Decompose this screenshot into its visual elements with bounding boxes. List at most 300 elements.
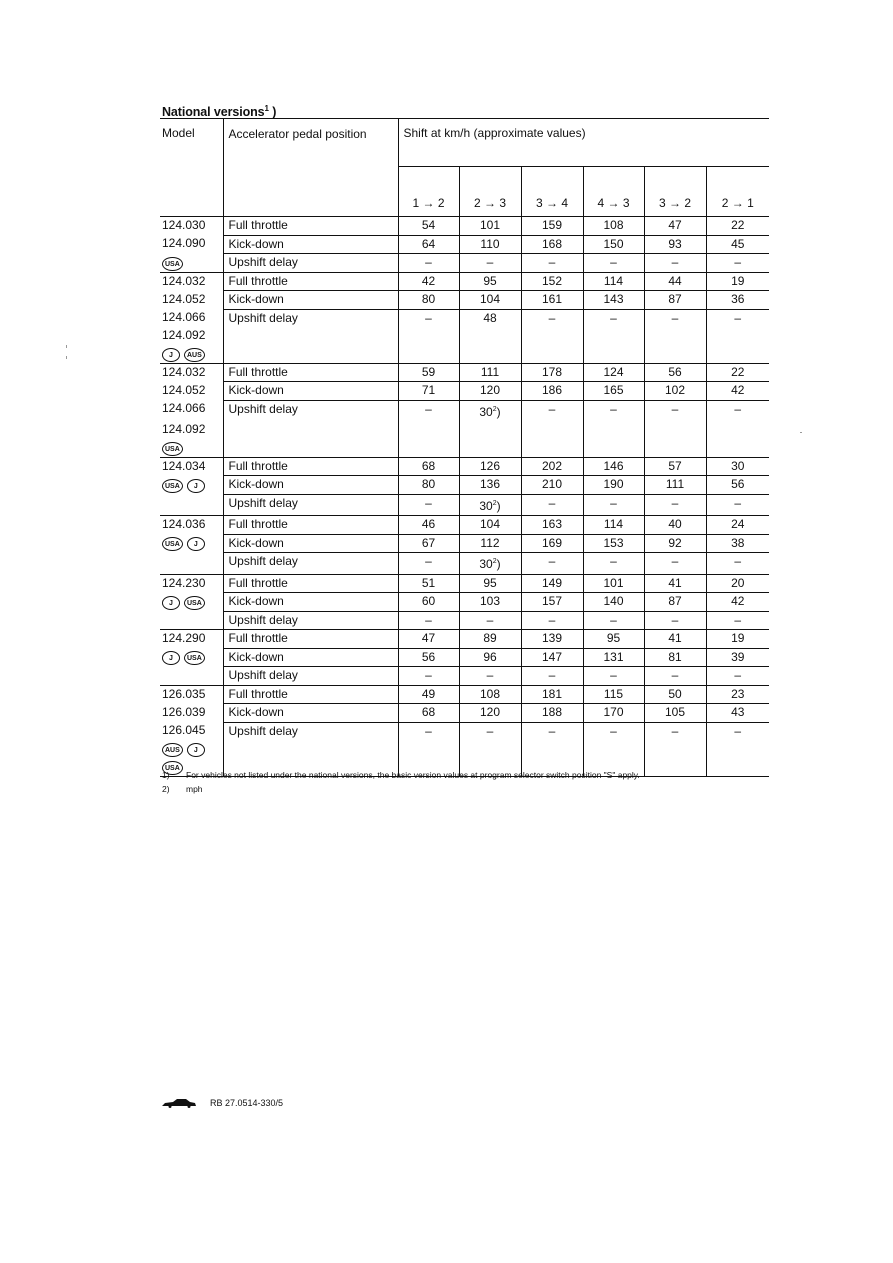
shift-speed-value: –	[671, 554, 679, 568]
model-number: 124.052	[162, 382, 206, 397]
table-row	[160, 476, 769, 495]
shift-speed-value: 157	[541, 594, 563, 608]
shift-speed-value: 56	[731, 477, 745, 491]
model-cell	[160, 327, 223, 345]
shift-speed-value: 153	[603, 535, 624, 550]
shift-speed-cell	[459, 400, 521, 421]
shift-speed-value: –	[425, 668, 432, 682]
shift-speed-cell	[521, 309, 583, 327]
shift-speed-value: –	[671, 723, 679, 738]
shift-speed-cell	[583, 217, 644, 236]
shift-speed-cell	[583, 685, 644, 704]
shift-speed-value: –	[548, 554, 556, 568]
page-title: National versions$^1$ )	[162, 104, 277, 120]
gear-header-cell: 2 → 3	[459, 167, 521, 217]
shift-speed-cell	[521, 593, 583, 612]
shift-speed-value: –	[610, 668, 617, 682]
table-row	[160, 421, 769, 439]
shift-speed-cell	[583, 327, 644, 345]
shift-speed-cell	[583, 345, 644, 363]
model-number: 124.290	[162, 631, 206, 645]
shift-speed-value: 71	[421, 383, 436, 397]
shift-speed-value: 115	[603, 686, 624, 701]
country-badges	[162, 479, 205, 493]
shift-speed-value: 68	[421, 458, 436, 473]
shift-speed-value: –	[610, 401, 617, 416]
shift-speed-value: 23	[731, 686, 745, 701]
shift-speed-cell	[459, 235, 521, 254]
shift-speed-cell	[706, 648, 769, 667]
shift-speed-cell	[583, 476, 644, 495]
shift-speed-value: –	[671, 255, 679, 269]
shift-speed-cell	[459, 704, 521, 723]
shift-speed-cell	[398, 704, 459, 723]
country-badges	[162, 651, 205, 665]
shift-speed-cell	[521, 291, 583, 310]
shift-speed-value: 30	[479, 404, 493, 419]
table-row	[160, 254, 769, 273]
shift-speed-cell	[583, 722, 644, 740]
shift-speed-cell	[706, 363, 769, 382]
shift-speed-cell	[398, 740, 459, 758]
reference-code: RB 27.0514-330/5	[210, 1098, 284, 1108]
pedal-position-cell: Full throttle	[223, 630, 398, 649]
scan-speck	[66, 345, 67, 348]
shift-speed-value: 57	[668, 458, 682, 473]
shift-speed-cell	[706, 667, 769, 686]
shift-speed-value: 104	[479, 292, 501, 306]
shift-speed-cell	[459, 630, 521, 649]
shift-speed-cell	[583, 235, 644, 254]
shift-speed-value: 114	[603, 273, 624, 288]
model-cell	[160, 611, 223, 630]
shift-speed-cell	[706, 593, 769, 612]
model-number: 124.092	[162, 328, 206, 342]
shift-speed-value: 124	[603, 364, 624, 379]
shift-speed-cell	[459, 345, 521, 363]
pedal-position-cell: Upshift delay	[223, 494, 398, 516]
model-cell	[160, 516, 223, 535]
model-number: 124.092	[162, 422, 206, 436]
shift-speed-cell	[398, 593, 459, 612]
document-reference	[162, 1098, 283, 1108]
shift-speed-value: 87	[668, 594, 682, 608]
country-badge-icon: USA	[162, 257, 183, 271]
footnote-mark: 2	[492, 558, 497, 565]
shift-speed-cell	[398, 457, 459, 476]
country-badges	[162, 257, 183, 271]
table-row	[160, 516, 769, 535]
shift-speed-cell	[398, 574, 459, 593]
shift-speed-value: 68	[421, 705, 436, 719]
shift-speed-cell	[398, 363, 459, 382]
gear-header-cell: 3 → 4	[521, 167, 583, 217]
footnote-1: 1) For vehicles not listed under the national versions, the basic version values at program selector switch position "S" apply.	[162, 770, 640, 780]
shift-speed-cell	[706, 516, 769, 535]
model-cell	[160, 309, 223, 327]
shift-speed-cell	[583, 740, 644, 758]
shift-speed-cell	[521, 722, 583, 740]
shift-speed-value: –	[610, 554, 617, 568]
shift-speed-value: 131	[603, 649, 624, 664]
shift-speed-cell	[583, 291, 644, 310]
model-cell	[160, 722, 223, 740]
shift-speed-value: 105	[664, 705, 686, 719]
shift-speed-cell	[521, 630, 583, 649]
shift-speed-cell	[583, 421, 644, 439]
shift-speed-value: 104	[479, 517, 501, 531]
shift-speed-cell	[521, 382, 583, 401]
shift-speed-cell	[521, 685, 583, 704]
shift-speed-value: 126	[479, 458, 501, 473]
shift-speed-cell	[398, 235, 459, 254]
shift-speed-cell	[706, 704, 769, 723]
shift-speed-cell	[398, 630, 459, 649]
shift-speed-cell	[521, 272, 583, 291]
shift-speed-value: 102	[664, 383, 686, 397]
shift-speed-cell	[459, 421, 521, 439]
shift-speed-value: 150	[603, 236, 624, 251]
shift-speed-cell	[644, 291, 706, 310]
pedal-position-cell: Kick-down	[223, 648, 398, 667]
shift-speed-value: 168	[541, 236, 563, 251]
shift-speed-cell	[583, 272, 644, 291]
shift-speed-cell	[706, 553, 769, 575]
shift-speed-cell	[583, 494, 644, 516]
shift-speed-value: 111	[480, 364, 500, 379]
shift-speed-value: 41	[668, 575, 682, 590]
model-number: 126.035	[162, 686, 206, 701]
shift-speed-value: –	[610, 310, 617, 325]
table-row	[160, 704, 769, 723]
pedal-position-cell	[223, 740, 398, 758]
table-header-row	[160, 119, 769, 167]
shift-speed-cell	[459, 494, 521, 516]
pedal-position-cell	[223, 345, 398, 363]
model-cell	[160, 345, 223, 363]
country-badges	[162, 442, 183, 456]
shift-speed-cell	[521, 574, 583, 593]
shift-speed-value: 49	[421, 686, 436, 701]
shift-speed-value: –	[548, 255, 556, 269]
shift-speed-cell	[398, 667, 459, 686]
model-number: 124.052	[162, 291, 206, 306]
pedal-position-cell: Upshift delay	[223, 400, 398, 421]
pedal-position-cell: Upshift delay	[223, 667, 398, 686]
shift-speed-value: 190	[603, 477, 624, 491]
shift-speed-value: 47	[668, 218, 682, 232]
shift-speed-cell	[398, 516, 459, 535]
shift-speed-value: 159	[541, 218, 563, 232]
shift-speed-cell	[644, 476, 706, 495]
shift-speed-cell	[644, 758, 706, 776]
shift-speed-value: 139	[541, 631, 563, 645]
table-row	[160, 740, 769, 758]
pedal-position-cell: Full throttle	[223, 516, 398, 535]
country-badge-icon: J	[162, 651, 180, 665]
table-row	[160, 494, 769, 516]
shift-speed-value: 24	[731, 517, 745, 531]
shift-speed-cell	[706, 309, 769, 327]
table-row	[160, 327, 769, 345]
shift-speed-cell	[521, 611, 583, 630]
shift-speed-cell	[706, 457, 769, 476]
shift-speed-value: 20	[731, 575, 745, 590]
shift-speed-value: –	[548, 310, 556, 325]
shift-speed-value: 22	[731, 364, 745, 379]
shift-speed-value: 170	[603, 705, 624, 719]
model-number: 124.036	[162, 517, 206, 531]
shift-speed-cell	[583, 553, 644, 575]
footnote-paren: )	[496, 498, 501, 513]
shift-speed-cell	[398, 382, 459, 401]
shift-speed-cell	[521, 457, 583, 476]
table-row	[160, 611, 769, 630]
shift-speed-value: –	[734, 255, 742, 269]
shift-speed-value: –	[671, 668, 679, 682]
country-badge-icon: USA	[162, 537, 183, 551]
shift-speed-value: 54	[421, 218, 436, 232]
shift-speed-value: –	[486, 668, 494, 682]
model-number: 126.045	[162, 723, 206, 737]
shift-speed-value: 140	[603, 594, 624, 608]
model-cell	[160, 740, 223, 758]
shift-speed-cell	[398, 685, 459, 704]
pedal-position-cell: Full throttle	[223, 685, 398, 704]
shift-speed-value: 120	[479, 705, 501, 719]
shift-speed-cell	[398, 439, 459, 457]
shift-speed-value: 43	[731, 705, 745, 719]
shift-speed-cell	[398, 421, 459, 439]
shift-speed-value: 178	[541, 364, 563, 379]
shift-speed-cell	[583, 363, 644, 382]
shift-speed-cell	[459, 553, 521, 575]
shift-speed-cell	[644, 382, 706, 401]
shift-speed-cell	[521, 740, 583, 758]
shift-speed-cell	[644, 327, 706, 345]
pedal-position-cell: Kick-down	[223, 235, 398, 254]
shift-speed-value: 42	[421, 273, 436, 288]
shift-speed-cell	[644, 667, 706, 686]
shift-speed-cell	[583, 611, 644, 630]
shift-points-table	[160, 118, 769, 777]
pedal-position-cell: Upshift delay	[223, 722, 398, 740]
shift-speed-cell	[459, 574, 521, 593]
shift-speed-cell	[644, 593, 706, 612]
model-number: 124.034	[162, 458, 206, 473]
model-cell	[160, 235, 223, 254]
shift-speed-cell	[398, 476, 459, 495]
shift-speed-value: –	[425, 401, 432, 416]
footnote-mark: 2	[492, 499, 497, 507]
model-number: 124.090	[162, 236, 206, 250]
shift-speed-cell	[644, 553, 706, 575]
country-badge-icon: J	[162, 348, 180, 362]
gear-header-cell: 4 → 3	[583, 167, 644, 217]
shift-speed-value: 44	[668, 273, 682, 288]
model-cell	[160, 291, 223, 310]
table-row	[160, 685, 769, 704]
table-row	[160, 345, 769, 363]
shift-speed-cell	[644, 534, 706, 553]
shift-speed-value: 39	[731, 649, 745, 664]
footnote-mark: 2	[492, 405, 497, 413]
shift-speed-value: –	[734, 310, 742, 325]
model-number: 124.230	[162, 575, 206, 590]
shift-speed-cell	[459, 457, 521, 476]
shift-speed-cell	[583, 667, 644, 686]
shift-speed-value: 42	[731, 383, 745, 397]
shift-speed-cell	[644, 217, 706, 236]
model-cell	[160, 476, 223, 495]
shift-speed-cell	[706, 611, 769, 630]
shift-speed-cell	[706, 235, 769, 254]
shift-speed-cell	[459, 516, 521, 535]
table-row	[160, 439, 769, 457]
shift-speed-value: –	[734, 401, 742, 416]
table-row	[160, 400, 769, 421]
shift-speed-cell	[459, 648, 521, 667]
model-number: 124.032	[162, 364, 206, 379]
shift-speed-cell	[521, 217, 583, 236]
table-row	[160, 363, 769, 382]
shift-speed-cell	[398, 722, 459, 740]
shift-speed-cell	[583, 704, 644, 723]
table-row	[160, 722, 769, 740]
shift-speed-cell	[583, 309, 644, 327]
shift-speed-cell	[459, 363, 521, 382]
table-row	[160, 382, 769, 401]
shift-speed-value: –	[425, 612, 432, 627]
shift-speed-cell	[706, 685, 769, 704]
shift-speed-cell	[459, 685, 521, 704]
shift-speed-cell	[644, 740, 706, 758]
shift-speed-cell	[583, 630, 644, 649]
shift-speed-value: 30	[479, 557, 493, 571]
pedal-position-cell: Full throttle	[223, 574, 398, 593]
shift-speed-value: 169	[541, 535, 563, 550]
shift-speed-cell	[459, 476, 521, 495]
model-cell	[160, 254, 223, 273]
shift-speed-cell	[644, 516, 706, 535]
shift-speed-cell	[706, 421, 769, 439]
model-cell	[160, 648, 223, 667]
country-badge-icon: AUS	[162, 743, 183, 757]
shift-speed-cell	[706, 439, 769, 457]
shift-speed-cell	[706, 740, 769, 758]
header-model: Model	[160, 119, 223, 217]
country-badge-icon: USA	[184, 596, 205, 610]
shift-speed-cell	[459, 309, 521, 327]
shift-speed-value: –	[734, 554, 742, 568]
shift-speed-value: 202	[541, 458, 563, 473]
shift-speed-cell	[706, 272, 769, 291]
shift-speed-value: –	[671, 310, 679, 325]
shift-speed-cell	[706, 327, 769, 345]
shift-speed-value: –	[734, 495, 742, 510]
shift-speed-value: 101	[479, 218, 501, 232]
shift-speed-cell	[398, 309, 459, 327]
pedal-position-cell	[223, 421, 398, 439]
shift-speed-cell	[398, 254, 459, 273]
shift-speed-value: –	[425, 723, 432, 738]
shift-speed-cell	[521, 363, 583, 382]
shift-speed-cell	[521, 327, 583, 345]
shift-speed-cell	[583, 457, 644, 476]
footnote-paren: )	[496, 404, 501, 419]
footnotes	[162, 768, 640, 796]
shift-speed-cell	[459, 740, 521, 758]
pedal-position-cell: Kick-down	[223, 476, 398, 495]
shift-speed-value: 30	[479, 498, 493, 513]
shift-speed-value: 41	[668, 631, 682, 645]
shift-speed-value: 92	[668, 535, 682, 550]
shift-speed-value: –	[425, 255, 432, 269]
gear-header-cell: 1 → 2	[398, 167, 459, 217]
shift-speed-value: 38	[731, 535, 745, 550]
shift-speed-value: 56	[668, 364, 682, 379]
shift-speed-cell	[459, 382, 521, 401]
pedal-position-cell: Kick-down	[223, 291, 398, 310]
country-badge-icon: USA	[162, 442, 183, 456]
shift-speed-value: 50	[668, 686, 682, 701]
shift-speed-value: –	[548, 612, 556, 627]
shift-speed-cell	[521, 494, 583, 516]
country-badge-icon: USA	[162, 479, 183, 493]
shift-speed-cell	[398, 291, 459, 310]
shift-speed-value: –	[610, 612, 617, 627]
pedal-position-cell: Kick-down	[223, 593, 398, 612]
shift-speed-cell	[706, 494, 769, 516]
shift-speed-value: 161	[541, 292, 563, 306]
shift-speed-cell	[398, 217, 459, 236]
shift-speed-cell	[644, 363, 706, 382]
shift-speed-value: 114	[603, 517, 624, 531]
gear-header-cell: 3 → 2	[644, 167, 706, 217]
shift-speed-value: 108	[603, 218, 624, 232]
shift-speed-value: 96	[483, 649, 497, 664]
shift-speed-value: 59	[421, 364, 436, 379]
shift-speed-cell	[583, 648, 644, 667]
pedal-position-cell: Upshift delay	[223, 309, 398, 327]
shift-speed-cell	[398, 345, 459, 363]
shift-speed-value: 165	[603, 383, 624, 397]
table-row	[160, 235, 769, 254]
shift-speed-cell	[583, 254, 644, 273]
shift-speed-cell	[644, 704, 706, 723]
shift-speed-cell	[521, 667, 583, 686]
shift-speed-value: –	[671, 401, 679, 416]
shift-speed-value: 22	[731, 218, 745, 232]
shift-speed-cell	[644, 611, 706, 630]
pedal-position-cell: Kick-down	[223, 704, 398, 723]
model-cell	[160, 494, 223, 516]
shift-table-container	[160, 118, 769, 777]
shift-speed-value: –	[734, 612, 742, 627]
pedal-position-cell: Upshift delay	[223, 254, 398, 273]
pedal-position-cell	[223, 327, 398, 345]
model-cell	[160, 439, 223, 457]
shift-speed-value: –	[734, 723, 742, 738]
shift-speed-value: 19	[731, 631, 745, 645]
model-cell	[160, 382, 223, 401]
table-row	[160, 291, 769, 310]
shift-speed-value: 30	[731, 458, 745, 473]
model-cell	[160, 363, 223, 382]
model-number: 124.066	[162, 401, 206, 415]
shift-speed-cell	[398, 400, 459, 421]
shift-speed-value: 87	[668, 292, 682, 306]
